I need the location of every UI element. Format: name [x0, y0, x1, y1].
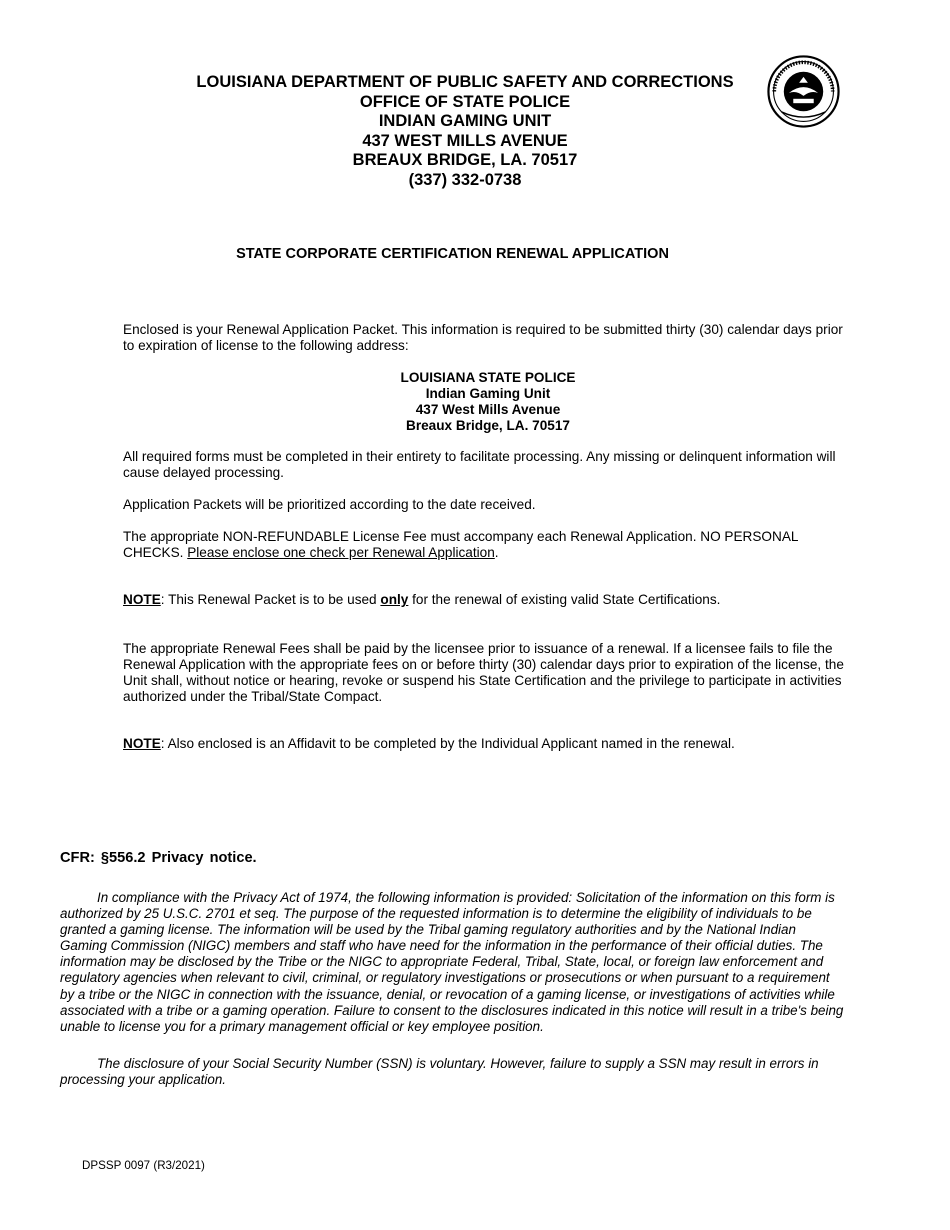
- affidavit-note: [123, 736, 845, 752]
- header-line-office: OFFICE OF STATE POLICE: [359, 92, 571, 111]
- note-label: NOTE: [123, 592, 161, 607]
- intro-paragraph: Enclosed is your Renewal Application Packet. This information is required to be submitted thirty (30) calendar days prior to expiration of license to the following address:: [123, 322, 843, 353]
- note-text-post: for the renewal of existing valid State Certifications.: [408, 592, 721, 607]
- license-fee-paragraph: [123, 529, 845, 561]
- cfr-heading: CFR: §556.2 Privacy notice.: [60, 850, 257, 866]
- license-fee-text: The appropriate NON-REFUNDABLE License Fee must accompany each Renewal Application. NO PERSONAL CHECKS.: [123, 529, 798, 560]
- state-seal-icon: [767, 55, 840, 128]
- header-line-phone: (337) 332-0738: [408, 170, 522, 189]
- form-title: STATE CORPORATE CERTIFICATION RENEWAL APPLICATION: [236, 246, 669, 262]
- check-instruction: Please enclose one check per Renewal Application: [187, 545, 495, 560]
- note-label: NOTE: [123, 736, 161, 751]
- renewal-packet-note: [123, 592, 845, 608]
- note-emphasis: only: [380, 592, 409, 607]
- required-forms-paragraph: All required forms must be completed in their entirety to facilitate processing. Any missing or delinquent information will cause delayed processing.: [123, 449, 836, 480]
- form-number: DPSSP 0097 (R3/2021): [82, 1159, 205, 1172]
- address-line-city: Breaux Bridge, LA. 70517: [406, 418, 570, 433]
- privacy-notice-paragraph: In compliance with the Privacy Act of 1974, the following information is provided: Solicitation of the information on this form is authorized by 25 U.S.C. 2701 et seq. The purpose of the requested information is to determine the eligibility of individuals to be granted a gaming license. The information will be used by the Tribal gaming regulatory authorities and by the National Indian Gaming Commission (NIGC) members and staff who have need for the information in the performance of their official duties. The information may be disclosed by the Tribe or the NIGC to appropriate Federal, Tribal, State, local, or foreign law enforcement and regulatory agencies when relevant to civil, criminal, or regulatory investigations or prosecutions or when pursuant to a requirement by a tribe or the NIGC in connection with the issuance, denial, or revocation of a gaming license, or investigations of activities while associated with a tribe or a gaming operation. Failure to consent to the disclosures indicated in this notice will result in a tribe's being unable to license you for a primary management official or key employee position.: [60, 890, 844, 1034]
- address-line-unit: Indian Gaming Unit: [425, 386, 551, 401]
- header-line-street: 437 WEST MILLS AVENUE: [362, 131, 568, 150]
- license-fee-end: .: [494, 545, 499, 560]
- address-line-agency: LOUISIANA STATE POLICE: [400, 370, 576, 385]
- note-text-pre: : This Renewal Packet is to be used: [160, 592, 381, 607]
- priority-paragraph: Application Packets will be prioritized according to the date received.: [123, 497, 536, 512]
- mailing-address: [290, 370, 686, 434]
- agency-header: [180, 73, 750, 191]
- header-line-city: BREAUX BRIDGE, LA. 70517: [352, 151, 578, 170]
- address-line-street: 437 West Mills Avenue: [415, 402, 561, 417]
- header-line-unit: INDIAN GAMING UNIT: [378, 112, 552, 131]
- ssn-disclosure-paragraph: The disclosure of your Social Security Number (SSN) is voluntary. However, failure to supply a SSN may result in errors in processing your application.: [60, 1056, 819, 1088]
- header-line-department: LOUISIANA DEPARTMENT OF PUBLIC SAFETY AND CORRECTIONS: [196, 73, 734, 91]
- renewal-fees-paragraph: The appropriate Renewal Fees shall be paid by the licensee prior to issuance of a renewal. If a licensee fails to file the Renewal Application with the appropriate fees on or before thirty (30) calendar days prior to expiration of the license, the Unit shall, without notice or hearing, revoke or suspend his State Certification and the privilege to participate in activities authorized under the Tribal/State Compact.: [123, 641, 844, 704]
- affidavit-note-text: : Also enclosed is an Affidavit to be completed by the Individual Applicant named in the renewal.: [160, 736, 735, 751]
